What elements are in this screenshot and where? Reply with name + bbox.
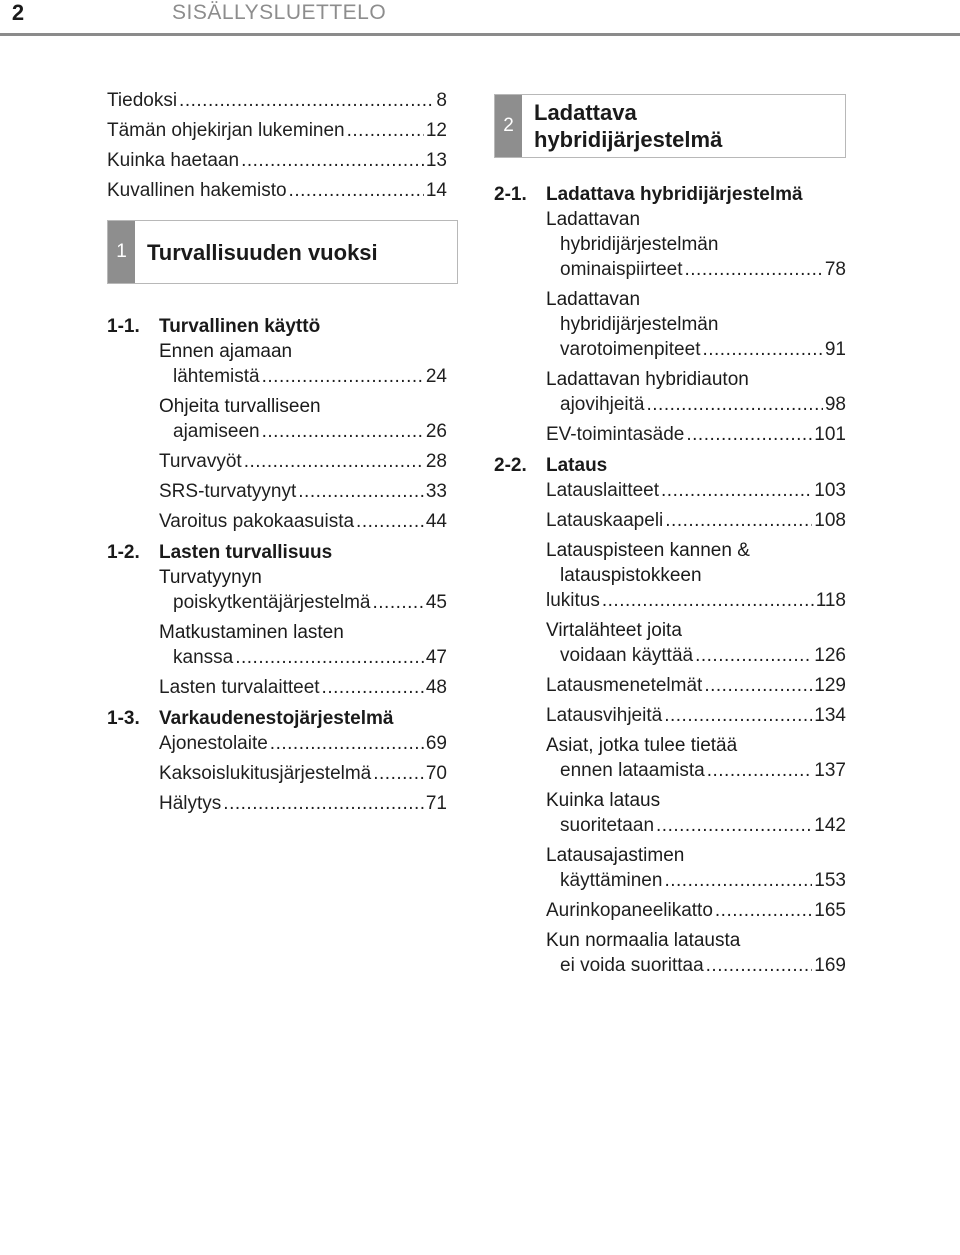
- toc-entry-title: Hälytys: [159, 793, 222, 814]
- toc-entry-title-cont: kanssa: [173, 647, 234, 668]
- dot-leader: [356, 509, 424, 534]
- toc-entry[interactable]: [546, 898, 846, 923]
- section-code: 2-2.: [494, 455, 527, 476]
- section-code: 1-2.: [107, 542, 140, 563]
- toc-entry[interactable]: [546, 928, 846, 978]
- toc-entry-title: Kuinka lataus: [546, 790, 661, 811]
- toc-entry[interactable]: [546, 788, 846, 838]
- dot-leader: [241, 148, 424, 173]
- section-title: Lataus: [546, 455, 608, 476]
- toc-entry-title: Asiat, jotka tulee tietää: [546, 735, 738, 756]
- toc-entry-title: Latauskaapeli: [546, 510, 664, 531]
- toc-entry[interactable]: [107, 88, 447, 113]
- toc-entry-title-cont: ajamiseen: [173, 421, 260, 442]
- section-1-2: [107, 540, 447, 700]
- toc-entry-page: 101: [814, 424, 846, 445]
- dot-leader: [262, 364, 424, 389]
- toc-entry-page: 129: [814, 675, 846, 696]
- toc-entry-title: Tämän ohjekirjan lukeminen: [107, 120, 345, 141]
- running-title: SISÄLLYSLUETTELO: [172, 1, 387, 24]
- dot-leader: [695, 643, 812, 668]
- dot-leader: [373, 761, 424, 786]
- toc-left-column: [107, 88, 447, 821]
- toc-entry-title: Matkustaminen lasten: [159, 622, 344, 643]
- toc-entry-page: 118: [815, 590, 846, 611]
- dot-leader: [244, 449, 424, 474]
- dot-leader: [656, 813, 812, 838]
- section-title: Turvallinen käyttö: [159, 316, 321, 337]
- toc-entry[interactable]: [159, 675, 447, 700]
- page-number: 2: [11, 0, 25, 25]
- toc-entry-title: Kuinka haetaan: [107, 150, 240, 171]
- toc-entry-title: Ladattavan hybridiauton: [546, 369, 749, 390]
- toc-entry-page: 14: [425, 180, 447, 201]
- toc-entry[interactable]: [546, 618, 846, 668]
- section-title: Lasten turvallisuus: [159, 542, 333, 563]
- dot-leader: [347, 118, 424, 143]
- dot-leader: [664, 868, 812, 893]
- toc-entry-title: Latausvihjeitä: [546, 705, 663, 726]
- toc-entry-title-cont: käyttäminen: [560, 870, 663, 891]
- section-heading[interactable]: [494, 453, 846, 478]
- chapter-1-heading[interactable]: [107, 220, 458, 284]
- toc-entry[interactable]: [159, 394, 447, 444]
- toc-entry[interactable]: [107, 148, 447, 173]
- toc-entry-page: 33: [425, 481, 447, 502]
- toc-entry-page: 28: [425, 451, 447, 472]
- chapter-title: Turvallisuuden vuoksi: [147, 239, 378, 265]
- toc-entry-title: SRS-turvatyynyt: [159, 481, 297, 502]
- section-title: Varkaudenestojärjestelmä: [159, 708, 394, 729]
- toc-entry-title: EV-toimintasäde: [546, 424, 685, 445]
- toc-entry-title-cont: lähtemistä: [173, 366, 260, 387]
- section-heading[interactable]: [107, 314, 447, 339]
- toc-entry-page: 12: [425, 120, 447, 141]
- dot-leader: [707, 758, 813, 783]
- section-title: Ladattava hybridijärjestelmä: [546, 184, 803, 205]
- toc-entry-title: Ajonestolaite: [159, 733, 268, 754]
- toc-entry[interactable]: [159, 761, 447, 786]
- toc-entry-title-cont: hybridijärjestelmän: [560, 234, 719, 255]
- toc-entry-page: 153: [814, 870, 846, 891]
- section-code: 1-3.: [107, 708, 140, 729]
- toc-entry-title-cont: hybridijärjestelmän: [560, 314, 719, 335]
- toc-entry-page: 45: [425, 592, 447, 613]
- toc-entry-title: Ennen ajamaan: [159, 341, 293, 362]
- toc-entry-title: Ladattavan: [546, 289, 641, 310]
- section-heading[interactable]: [107, 706, 447, 731]
- toc-entry[interactable]: [546, 422, 846, 447]
- dot-leader: [298, 479, 424, 504]
- section-1-1: [107, 314, 447, 534]
- toc-entry-title-cont: poiskytkentäjärjestelmä: [173, 592, 371, 613]
- toc-entry[interactable]: [159, 731, 447, 756]
- toc-entry[interactable]: [159, 449, 447, 474]
- toc-entry[interactable]: [159, 565, 447, 615]
- dot-leader: [685, 257, 823, 282]
- toc-entry[interactable]: [546, 367, 846, 417]
- dot-leader: [704, 673, 812, 698]
- toc-entry-title-cont: latauspistokkeen: [560, 565, 702, 586]
- toc-entry[interactable]: [159, 479, 447, 504]
- toc-entry-title: Kuvallinen hakemisto: [107, 180, 287, 201]
- toc-entry-page: 78: [824, 259, 846, 280]
- toc-entry-page: 108: [814, 510, 846, 531]
- dot-leader: [702, 337, 822, 362]
- toc-entry-title: Latauslaitteet: [546, 480, 660, 501]
- toc-entry-page: 26: [425, 421, 447, 442]
- toc-entry[interactable]: [159, 791, 447, 816]
- toc-entry-title: Aurinkopaneelikatto: [546, 900, 713, 921]
- chapter-number: 1: [108, 221, 135, 283]
- toc-entry-title: Varoitus pakokaasuista: [159, 511, 355, 532]
- toc-entry-title: Lasten turvalaitteet: [159, 677, 320, 698]
- toc-entry-page: 165: [814, 900, 846, 921]
- toc-entry-title-cont: ajovihjeitä: [560, 394, 645, 415]
- toc-entry-title-cont: ei voida suorittaa: [560, 955, 704, 976]
- toc-entry[interactable]: [159, 339, 447, 389]
- toc-entry-title-cont: ennen lataamista: [560, 760, 705, 781]
- toc-entry-title: Turvatyynyn: [159, 567, 262, 588]
- toc-entry-page: 126: [814, 645, 846, 666]
- toc-entry-title: Latauspisteen kannen &: [546, 540, 750, 561]
- toc-entry-title: Turvavyöt: [159, 451, 242, 472]
- dot-leader: [289, 178, 424, 203]
- toc-entry[interactable]: [546, 287, 846, 362]
- toc-entry-page: 103: [814, 480, 846, 501]
- chapter-number: 2: [495, 95, 522, 157]
- toc-entry-title: Ohjeita turvalliseen: [159, 396, 321, 417]
- toc-entry-page: 24: [425, 366, 447, 387]
- toc-entry[interactable]: [546, 673, 846, 698]
- chapter-title-line: hybridijärjestelmä: [534, 127, 723, 152]
- toc-entry-title: Tiedoksi: [107, 90, 178, 111]
- toc-entry-title: Latausmenetelmät: [546, 675, 703, 696]
- dot-leader: [715, 898, 812, 923]
- toc-entry-page: 71: [425, 793, 447, 814]
- toc-entry-page: 91: [824, 339, 846, 360]
- dot-leader: [372, 590, 423, 615]
- chapter-2-heading[interactable]: [494, 94, 846, 158]
- toc-entry-page: 44: [425, 511, 447, 532]
- section-code: 1-1.: [107, 316, 140, 337]
- toc-entry-page: 70: [425, 763, 447, 784]
- toc-entry[interactable]: [159, 509, 447, 534]
- toc-entry-title-cont: suoritetaan: [560, 815, 655, 836]
- dot-leader: [664, 703, 812, 728]
- toc-entry[interactable]: [546, 538, 846, 613]
- dot-leader: [262, 419, 424, 444]
- toc-entry[interactable]: [546, 508, 846, 533]
- toc-entry-page: 98: [824, 394, 846, 415]
- intro-list: [107, 88, 447, 203]
- toc-right-column: [494, 94, 846, 983]
- chapter-title-line: Ladattava: [534, 100, 637, 125]
- toc-entry-page: 48: [425, 677, 447, 698]
- dot-leader: [665, 508, 812, 533]
- toc-entry[interactable]: [546, 478, 846, 503]
- toc-entry-title: Ladattavan: [546, 209, 641, 230]
- dot-leader: [661, 478, 812, 503]
- toc-entry-page: 169: [814, 955, 846, 976]
- section-1-3: [107, 706, 447, 816]
- toc-entry-page: 8: [436, 90, 447, 111]
- section-heading[interactable]: [494, 182, 846, 207]
- section-heading[interactable]: [107, 540, 447, 565]
- toc-entry[interactable]: [546, 703, 846, 728]
- dot-leader: [179, 88, 434, 113]
- section-2-2: [494, 453, 846, 978]
- dot-leader: [602, 588, 814, 613]
- toc-entry[interactable]: [546, 207, 846, 282]
- toc-entry-page: 69: [425, 733, 447, 754]
- header-rule: [0, 33, 960, 36]
- dot-leader: [223, 791, 424, 816]
- toc-entry-title-cont: lukitus: [546, 590, 600, 611]
- toc-entry[interactable]: [107, 178, 447, 203]
- dot-leader: [235, 645, 424, 670]
- toc-entry[interactable]: [546, 843, 846, 893]
- toc-entry-page: 137: [814, 760, 846, 781]
- section-code: 2-1.: [494, 184, 527, 205]
- toc-entry[interactable]: [546, 733, 846, 783]
- section-2-1: [494, 182, 846, 447]
- toc-entry-title-cont: ominaispiirteet: [560, 259, 683, 280]
- toc-entry[interactable]: [107, 118, 447, 143]
- toc-entry-title: Kun normaalia latausta: [546, 930, 741, 951]
- chapter-title: [522, 95, 722, 157]
- toc-entry-page: 13: [425, 150, 447, 171]
- toc-entry-title-cont: varotoimenpiteet: [560, 339, 701, 360]
- dot-leader: [647, 392, 823, 417]
- dot-leader: [686, 422, 812, 447]
- dot-leader: [706, 953, 813, 978]
- dot-leader: [322, 675, 424, 700]
- toc-entry-page: 142: [814, 815, 846, 836]
- toc-entry-title-cont: voidaan käyttää: [560, 645, 694, 666]
- dot-leader: [270, 731, 424, 756]
- toc-entry-title: Latausajastimen: [546, 845, 685, 866]
- toc-entry-page: 47: [425, 647, 447, 668]
- toc-entry[interactable]: [159, 620, 447, 670]
- toc-entry-title: Kaksoislukitusjärjestelmä: [159, 763, 372, 784]
- toc-entry-title: Virtalähteet joita: [546, 620, 682, 641]
- toc-entry-page: 134: [814, 705, 846, 726]
